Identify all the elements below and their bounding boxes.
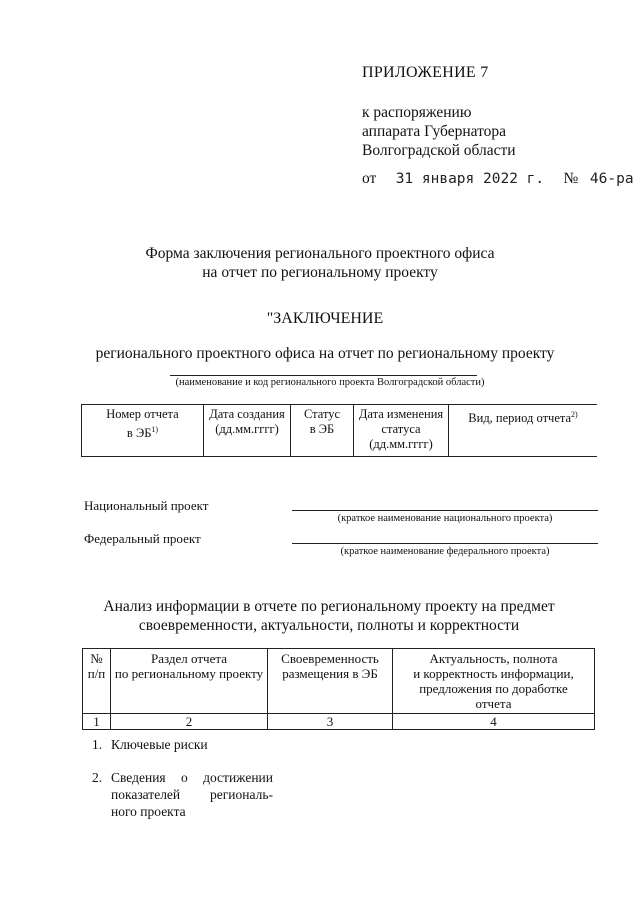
order-number: 46-ра <box>589 171 634 187</box>
federal-project-caption: (краткое наименование федерального проекта) <box>340 546 550 557</box>
national-project-caption: (краткое наименование национального проекта) <box>337 513 553 524</box>
column-number: 4 <box>393 714 595 730</box>
order-line: Волгоградской области <box>362 142 516 159</box>
list-item <box>92 736 273 753</box>
analysis-title-line: своевременности, актуальности, полноты и корректности <box>138 617 520 634</box>
analysis-table <box>82 648 595 730</box>
analysis-title-line: Анализ информации в отчете по региональному проекту на предмет <box>103 598 555 615</box>
order-line: аппарата Губернатора <box>362 123 507 140</box>
column-number: 2 <box>111 714 268 730</box>
analysis-title <box>0 597 640 635</box>
header-status: Статус в ЭБ <box>291 405 354 457</box>
list-item-number: 2. <box>92 770 103 785</box>
appendix-label: ПРИЛОЖЕНИЕ 7 <box>362 64 489 81</box>
date-prefix: от <box>362 170 377 187</box>
order-line: к распоряжению <box>362 104 472 121</box>
header-timeliness: Своевременность размещения в ЭБ <box>268 649 393 714</box>
form-title <box>0 244 640 282</box>
header-row-number: № п/п <box>83 649 111 714</box>
federal-project-line <box>292 543 598 544</box>
list-item-text: Сведения о достижении показателей региональ- ного проекта <box>111 770 273 819</box>
analysis-items-list <box>92 736 273 820</box>
form-title-line: на отчет по региональному проекту <box>202 264 438 281</box>
header-report-type-period: Вид, период отчета$^{2)}$ <box>449 405 598 457</box>
federal-project-label: Федеральный проект <box>84 531 201 546</box>
report-info-table <box>81 404 597 457</box>
list-item-number: 1. <box>92 737 103 752</box>
order-date-line <box>362 170 634 188</box>
list-item-text: Ключевые риски <box>111 737 208 752</box>
header-report-number: Номер отчета в ЭБ$^{1)}$ <box>82 405 204 457</box>
form-title-line: Форма заключения регионального проектного офиса <box>145 245 495 262</box>
national-project-line <box>292 510 598 511</box>
column-number: 1 <box>83 714 111 730</box>
number-sign: № <box>563 170 579 187</box>
order-date: 31 января 2022 г. <box>395 171 545 187</box>
order-reference <box>362 103 516 160</box>
national-project-label: Национальный проект <box>84 498 209 513</box>
conclusion-title: "ЗАКЛЮЧЕНИЕ <box>266 310 384 327</box>
conclusion-subtitle: регионального проектного офиса на отчет по региональному проекту <box>95 345 555 362</box>
project-name-line <box>170 375 477 376</box>
header-status-change-date: Дата изменения статуса (дд.мм.гггг) <box>354 405 449 457</box>
header-report-section: Раздел отчета по региональному проекту <box>111 649 268 714</box>
list-item <box>92 769 273 820</box>
header-relevance-completeness: Актуальность, полнота и корректность информации, предложения по доработке отчета <box>393 649 595 714</box>
project-name-caption: (наименование и код регионального проекта Волгоградской области) <box>175 377 485 388</box>
column-number: 3 <box>268 714 393 730</box>
table-bottom-border <box>82 457 598 458</box>
header-creation-date: Дата создания (дд.мм.гггг) <box>204 405 291 457</box>
